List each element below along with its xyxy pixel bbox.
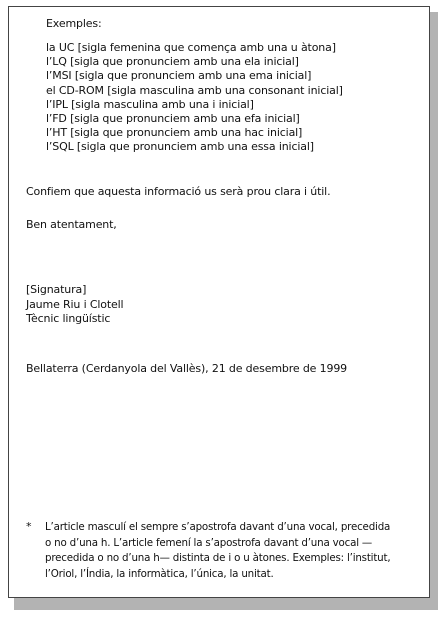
examples-list (46, 41, 343, 155)
list-item: l’FD [sigla que pronunciem amb una efa inicial] (46, 112, 300, 126)
footnote-line: o no d’una h. L’article femení la s’apostrofa davant d’una vocal — (45, 536, 373, 549)
footnote-line: L’article masculí el sempre s’apostrofa davant d’una vocal, precedida (45, 521, 391, 533)
list-item: l’HT [sigla que pronunciem amb una hac inicial] (46, 126, 303, 140)
document-page (8, 6, 430, 598)
list-item: l’MSI [sigla que pronunciem amb una ema inicial] (46, 69, 312, 83)
footnote-text (45, 520, 417, 582)
footnote-marker: * (26, 520, 32, 533)
examples-heading: Exemples: (46, 17, 102, 30)
salutation: Ben atentament, (26, 218, 117, 231)
footnote-line: l’Oriol, l’Índia, la informàtica, l’única, la unitat. (45, 567, 274, 580)
signer-title: Tècnic lingüístic (26, 312, 111, 325)
list-item: l’LQ [sigla que pronunciem amb una ela inicial] (46, 55, 299, 69)
closing-sentence: Confiem que aquesta informació us serà prou clara i útil. (26, 185, 331, 198)
list-item: la UC [sigla femenina que comença amb una u àtona] (46, 41, 336, 54)
list-item: l’SQL [sigla que pronunciem amb una essa inicial] (46, 140, 314, 154)
signer-name: Jaume Riu i Clotell (26, 297, 124, 311)
list-item: el CD-ROM [sigla masculina amb una consonant inicial] (46, 83, 343, 97)
signature-placeholder: [Signatura] (26, 283, 87, 296)
footnote-line: precedida o no d’una h— distinta de i o u àtones. Exemples: l’institut, (45, 552, 391, 564)
place-and-date: Bellaterra (Cerdanyola del Vallès), 21 de desembre de 1999 (26, 362, 348, 375)
signature-block (26, 283, 123, 327)
list-item: l’IPL [sigla masculina amb una i inicial] (46, 97, 254, 111)
